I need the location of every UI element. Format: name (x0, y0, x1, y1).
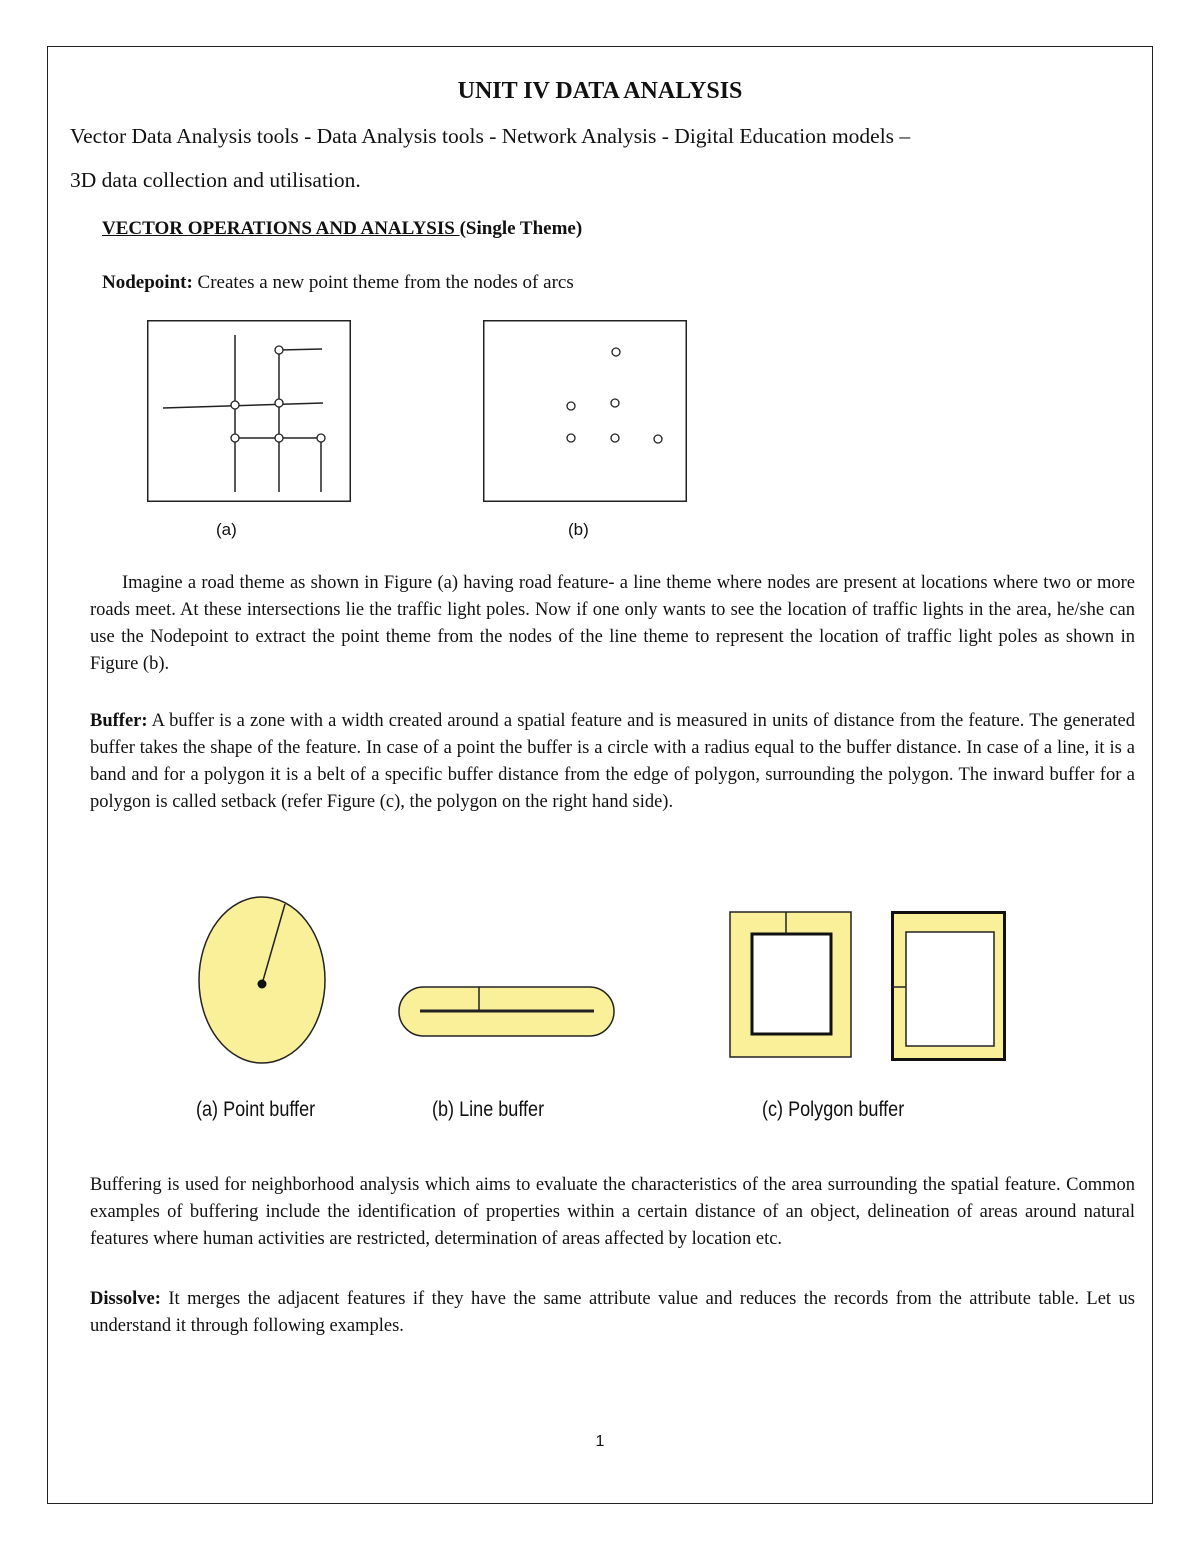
figure-a-caption: (a) (216, 520, 237, 539)
buffering-paragraph (90, 1172, 1135, 1253)
point-buffer-figure (196, 894, 330, 1066)
buffer-text: A buffer is a zone with a width created around a spatial feature and is measured in units of distance from the feature. The generated buffer takes the shape of the feature. In case of a point the buffer is a circle with a radius equal to the buffer distance. In case of a line, it is a band and for a polygon it is a belt of a specific buffer distance from the edge of polygon, surrounding the polygon. The inward buffer for a polygon is called setback (refer Figure (c), the polygon on the right hand side). (90, 711, 1135, 812)
nodepoint-paragraph-text: Imagine a road theme as shown in Figure (a) having road feature- a line theme where nodes are present at locations where two or more roads meet. At these intersections lie the traffic light poles. Now if one only wants to see the location of traffic lights in the area, he/she can use the Nodepoint to extract the point theme from the nodes of the line theme to represent the location of traffic light poles as shown in Figure (b). (90, 573, 1135, 674)
buffering-paragraph-text: Buffering is used for neighborhood analysis which aims to evaluate the characteristics of the area surrounding the spatial feature. Common examples of buffering include the identification of properties within a certain distance of an object, delineation of areas around natural features where human activities are restricted, determination of areas affected by location etc. (90, 1175, 1135, 1249)
intro-line-2: 3D data collection and utilisation. (70, 168, 361, 192)
page-number: 1 (595, 1433, 605, 1450)
nodepoint-definition (102, 272, 574, 294)
point-buffer-caption: (a) Point buffer (196, 1098, 316, 1121)
dissolve-term: Dissolve: (90, 1289, 161, 1309)
section-heading-main: VECTOR OPERATIONS AND ANALYSIS (102, 218, 460, 239)
figure-b-caption: (b) (568, 520, 589, 539)
line-buffer-caption: (b) Line buffer (432, 1098, 545, 1121)
nodepoint-term: Nodepoint: (102, 272, 193, 293)
line-buffer-figure (398, 986, 616, 1038)
intro-line-1: Vector Data Analysis tools - Data Analysis tools - Network Analysis - Digital Education models – (70, 124, 911, 148)
nodepoint-paragraph (90, 570, 1135, 678)
dissolve-text: It merges the adjacent features if they have the same attribute value and reduces the records from the attribute table. Let us understand it through following examples. (90, 1289, 1135, 1336)
nodepoint-text: Creates a new point theme from the nodes of arcs (192, 272, 574, 293)
section-heading (102, 218, 582, 240)
page-title: UNIT IV DATA ANALYSIS (457, 78, 743, 104)
section-heading-suffix: (Single Theme) (459, 218, 583, 239)
dissolve-paragraph (90, 1286, 1135, 1340)
buffer-term: Buffer: (90, 711, 148, 731)
figure-node-points (483, 320, 687, 502)
figure-road-network (147, 320, 351, 502)
polygon-buffer-outward-figure (729, 911, 854, 1060)
polygon-buffer-caption: (c) Polygon buffer (762, 1098, 905, 1121)
buffer-paragraph (90, 708, 1135, 816)
polygon-buffer-setback-figure (891, 911, 1008, 1063)
